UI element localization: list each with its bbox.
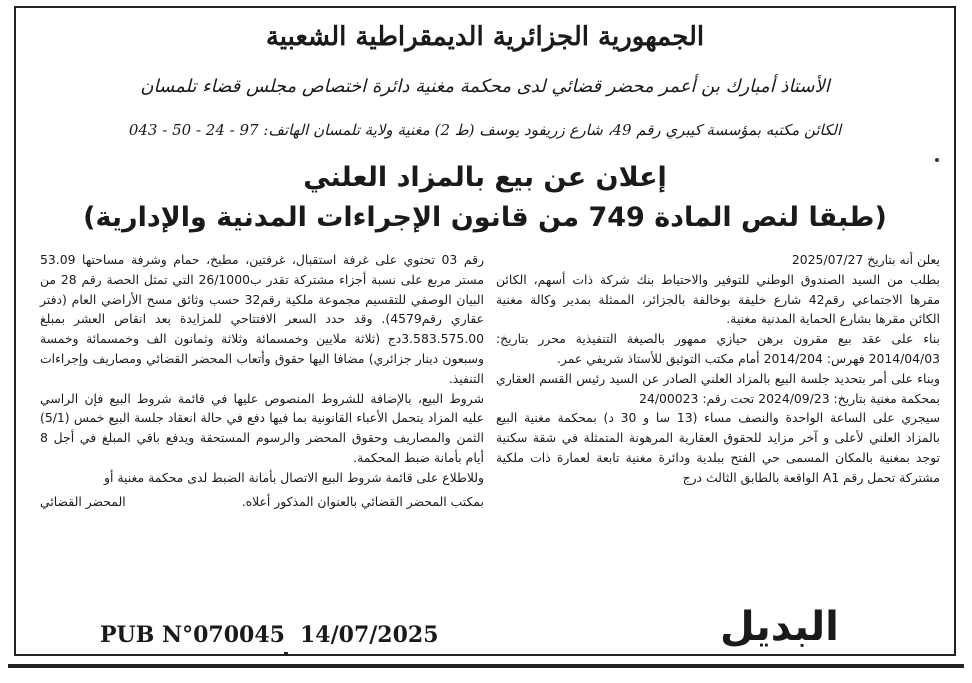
notice-subtitle: (طبقا لنص المادة 749 من قانون الإجراءات المدنية والإدارية) — [83, 202, 887, 233]
paragraph: رقم 03 تحتوي على غرفة استقبال، غرفتين، مطبخ، حمام وشرفة مساحتها 53.09 مستر مربع على نسبة أجزاء مشتركة تقدر ب26/1000 التي تمثل الحصة رقم 28 من البيان الوصفي للتقسيم مجموعة ملكية رقم32 حسب وثائق مسح الأراضي العام (دفتر عقاري رقم4579). وقد حدد السعر الافتتاحي للمزايدة بعد انقاص العشر بمبلغ 3.583.575.00دج (ثلاثة ملايين وخمسمائة وثلاثة وثمانون الف وخمسمائة وخمسة وسبعون دينار جزائري) مضافا اليها حقوق وأتعاب المحضر القضائي ومصاريف وإجراءات التنفيذ. — [40, 252, 485, 386]
paragraph: يعلن أنه بتاريخ 2025/07/27 — [791, 252, 940, 267]
closing-line — [40, 492, 484, 512]
paragraph: وللاطلاع على قائمة شروط البيع الاتصال بأمانة الضبط لدى محكمة مغنية أو — [104, 469, 484, 485]
closing-text: بمكتب المحضر القضائي بالعنوان المذكور أعلاه. — [241, 493, 484, 509]
right-column — [496, 250, 940, 488]
notice-title: إعلان عن بيع بالمزاد العلني — [303, 162, 667, 193]
publication-date: 14/07/2025 — [300, 622, 439, 648]
paragraph: شروط البيع، بالإضافة للشروط المنصوص عليها في قائمة شروط البيع فإن الراسي عليه المزاد يتحمل الأعباء القانونية بما فيها دفع في حالة انعقاد جلسة البيع خمس (5/1) الثمن والمصاريف وحقوق المحضر والرسوم المستحقة ويدفع باقي المبلغ في أجل 8 أيام بأمانة ضبط المحكمة. — [40, 390, 484, 465]
paragraph: بناء على عقد بيع مقرون برهن حيازي ممهور بالصيغة التنفيذية محرر بتاريخ: 2014/04/03 فهرس: 2014/204 أمام مكتب التوثيق للأستاذ شريفي عمر. — [496, 331, 940, 366]
address-line: الكائن مكتبه بمؤسسة كيبري رقم 49، شارع زريفود يوسف (ط 2) مغنية ولاية تلمسان الهاتف: 97 - 24 - 50 - 043 — [128, 121, 842, 139]
publication-name: البديل — [720, 604, 839, 650]
paragraph: وبناء على أمر بتحديد جلسة البيع بالمزاد العلني الصادر عن السيد رئيس القسم العقاري بمحكمة مغنية بتاريخ: 2024/09/23 تحت رقم: 24/00023 — [496, 370, 940, 406]
pub-number: PUB N°070045 — [100, 622, 285, 648]
bailiff-line: الأستاذ أمبارك بن أعمر محضر قضائي لدى محكمة مغنية دائرة اختصاص مجلس قضاء تلمسان — [140, 76, 830, 97]
footer-separator — [284, 652, 288, 656]
paragraph: بطلب من السيد الصندوق الوطني للتوفير والاحتياط بنك شركة ذات أسهم، الكائن مقرها الاجتماعي رقم42 شارع خليفة بوخالفة بالجزائر، الممثلة بمدير وكالة مغنية الكائن مقرها بشارع الحماية المدنية مغنية. — [496, 271, 940, 327]
bottom-rule — [8, 664, 964, 668]
republic-heading: الجمهورية الجزائرية الديمقراطية الشعبية — [265, 22, 705, 52]
left-column — [40, 250, 484, 511]
paragraph: سيجري على الساعة الواحدة والنصف مساء (13 سا و 30 د) بمحكمة مغنية البيع بالمزاد العلني لأعلى و آخر مزايد للحقوق العقارية المرهونة المتمثلة في شقة سكنية توجد بمغنية بالمكان المسمى حي الفتح ببلدية ودائرة مغنية تابعة لعمارة ذات ملكية مشتركة تحمل رقم A1 الواقعة بالطابق الثالث درج — [496, 410, 940, 485]
signature: المحضر القضائي — [40, 493, 126, 509]
